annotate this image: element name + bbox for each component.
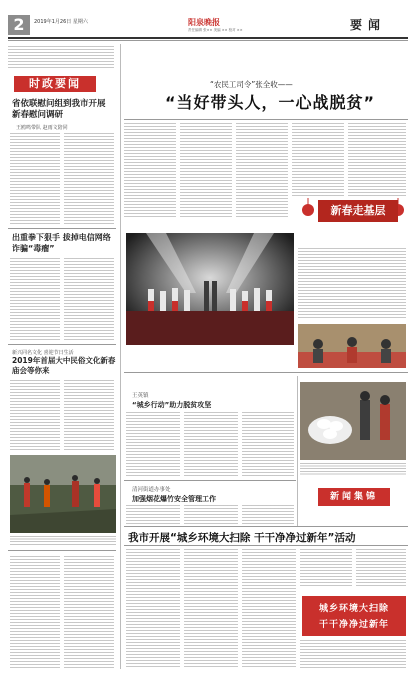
food-photo-graphic <box>300 382 406 460</box>
editor-line: 责任编辑 张×× 美编 ×× 校对 ×× <box>188 28 243 32</box>
bottom-right-text <box>300 640 406 668</box>
story1-title: 省依联慰问组到我市开展新春慰问调研 <box>12 99 106 120</box>
header-rule-thin <box>8 40 408 41</box>
story-a-title: “城乡行动”助力脱贫攻坚 <box>132 401 212 409</box>
bottom-col1 <box>126 549 180 667</box>
divider <box>124 526 408 527</box>
story1-body-col1 <box>10 133 60 225</box>
festive-small-photo <box>298 324 406 368</box>
story-b-col3 <box>242 505 294 525</box>
story-b-kicker: 清河街道办事处 <box>132 487 171 493</box>
stage-photo <box>126 233 294 345</box>
story-a-col2 <box>184 412 238 478</box>
main-story-kicker: “农民工司令”张全收—— <box>210 80 293 89</box>
story3-title: 2019年首届大中民俗文化新春庙会等你来 <box>12 356 116 375</box>
left-bottom-col2 <box>64 556 114 668</box>
festive-banner-title: 新春走基层 <box>318 200 398 222</box>
header-rule <box>8 37 408 39</box>
story2-body-col1 <box>10 258 60 340</box>
left-bottom-col1 <box>10 556 60 668</box>
bottom-col4-top <box>300 549 352 587</box>
bottom-slogan-banner <box>302 596 406 636</box>
story3-kicker: 新兴同名文化 喜迎节日生活 <box>12 350 74 356</box>
bottom-col3 <box>242 549 296 667</box>
main-body-col5 <box>348 123 406 197</box>
story-b-title: 加强烟花爆竹安全管理工作 <box>132 495 216 503</box>
story-a-col1 <box>126 412 180 478</box>
slogan-line-2: 干干净净过新年 <box>318 620 389 630</box>
food-photo-caption <box>300 463 406 475</box>
main-body-col2 <box>180 123 232 219</box>
section-title: 要闻 <box>350 18 387 32</box>
date-line: 2019年1月26日 星期六 <box>34 19 88 25</box>
story3-body-col2 <box>64 380 114 452</box>
story-a-kicker: 王英镇 <box>132 393 149 399</box>
story3-body-col1 <box>10 380 60 452</box>
divider <box>124 545 408 546</box>
news-box-title: 新闻集锦 <box>318 488 390 506</box>
main-story-title: “当好带头人，一心战脱贫” <box>165 93 376 112</box>
left-photo-caption <box>10 536 116 546</box>
story1-body-col2 <box>64 133 114 225</box>
divider <box>124 480 296 481</box>
bottom-col2 <box>184 549 238 667</box>
divider <box>124 119 408 120</box>
column-divider-right <box>297 376 298 526</box>
column-divider-left <box>120 44 121 669</box>
page-number: 2 <box>8 15 30 35</box>
slogan-line-1: 城乡环境大扫除 <box>318 604 389 614</box>
bottom-col5-top <box>356 549 406 587</box>
story2-body-col2 <box>64 258 114 340</box>
main-body-col4 <box>292 123 344 197</box>
story2-title: 出重拳下狠手 拔掉电信网络诈骗“毒瘤” <box>12 233 111 253</box>
paper-logo: 阳泉晚报 <box>188 18 220 27</box>
festive-body <box>298 248 406 320</box>
divider <box>8 228 116 229</box>
main-body-col1 <box>124 123 176 219</box>
story-b-col2 <box>184 505 238 525</box>
main-body-col3 <box>236 123 288 219</box>
stage-photo-graphic <box>126 233 294 345</box>
bottom-headline: 我市开展“城乡环境大扫除 干干净净过新年”活动 <box>128 532 356 544</box>
divider <box>124 372 408 373</box>
divider <box>8 550 116 551</box>
festive-small-photo-graphic <box>298 324 406 368</box>
story1-subtitle: 王鸥鸣带队 赵雨文陪同 <box>16 125 68 131</box>
left-photo <box>10 455 116 533</box>
section-box-shizheng: 时政要闻 <box>14 76 96 92</box>
left-top-text <box>8 46 114 68</box>
story-a-col3 <box>242 412 294 478</box>
food-photo <box>300 382 406 460</box>
left-photo-graphic <box>10 455 116 533</box>
divider <box>8 344 116 345</box>
story-b-col1 <box>126 505 180 525</box>
